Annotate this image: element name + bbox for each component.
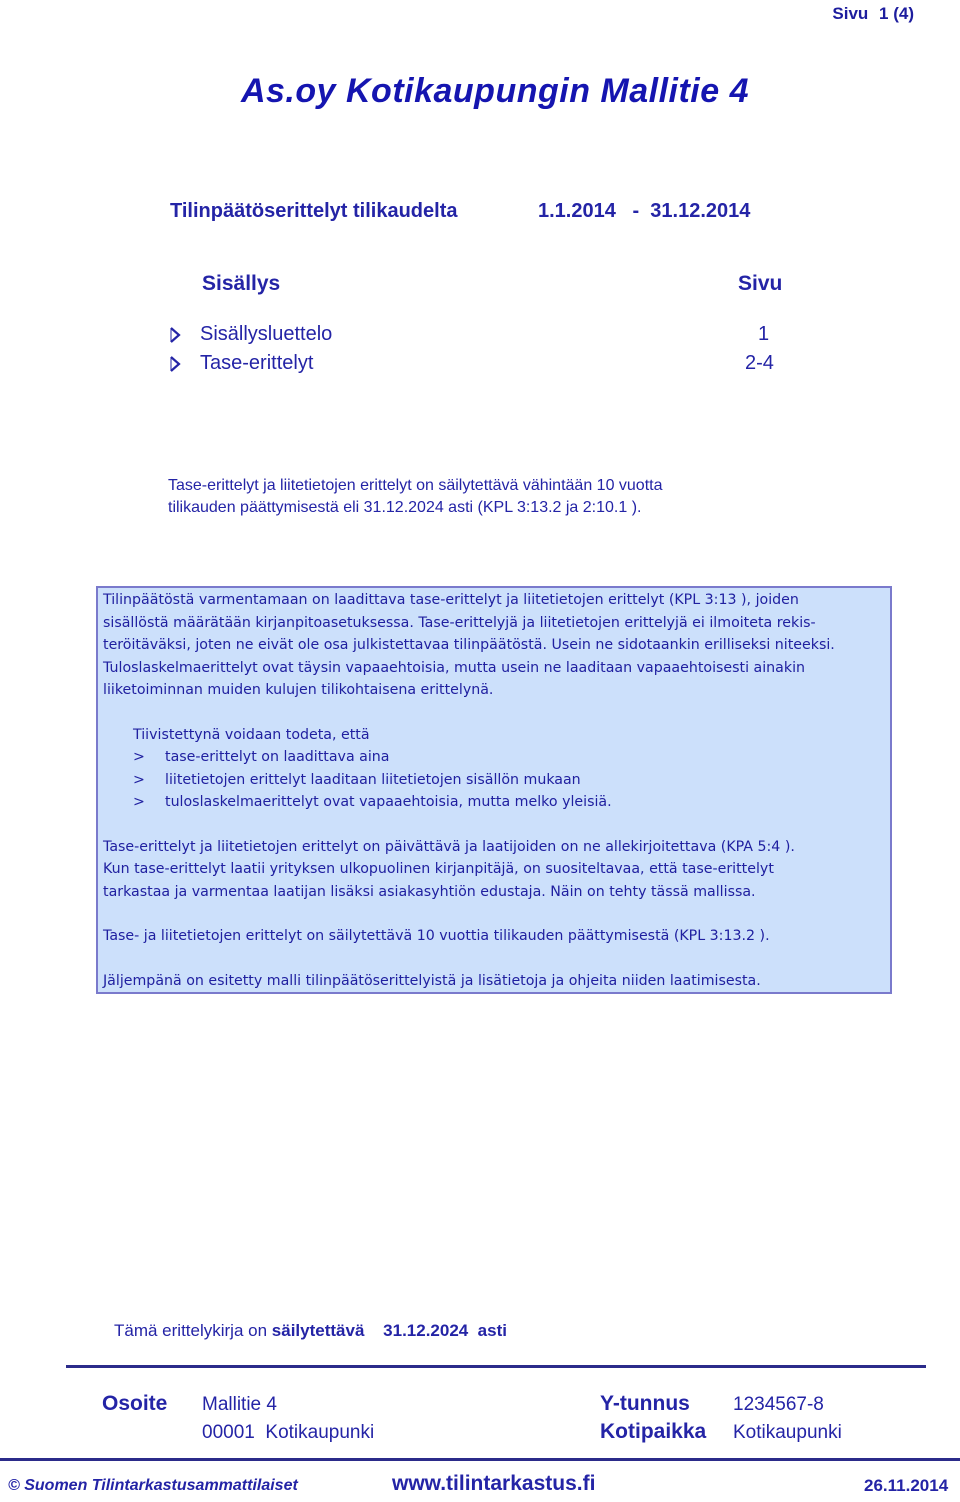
toc-item-sisallysluettelo[interactable] xyxy=(168,323,788,349)
page-label: Sivu xyxy=(832,4,869,23)
retention-emphasis: säilytettävä xyxy=(271,1321,365,1340)
address-line: 00001 Kotikaupunki xyxy=(202,1422,375,1443)
info-line: Tase- ja liitetietojen erittelyt on säilytettävä 10 vuottia tilikauden päättymisestä (KPL 3:13.2 ). xyxy=(103,928,770,944)
bottom-bar xyxy=(0,1464,960,1502)
website-link[interactable]: www.tilintarkastus.fi xyxy=(392,1472,596,1495)
info-line: Jäljempänä on esitetty malli tilinpäätöserittelyistä ja lisätietoja ja ohjeita niiden laatimisesta. xyxy=(103,972,761,989)
bullet-marker: > xyxy=(133,749,145,765)
address-label: Osoite xyxy=(102,1392,168,1415)
info-line: sisällöstä määrätään kirjanpitoasetuksessa. Tase-erittelyjä ja liitetietojen erittelyjä ei ilmoiteta rekis- xyxy=(103,614,816,631)
info-box xyxy=(96,586,892,994)
kotipaikka-label: Kotipaikka xyxy=(600,1420,707,1443)
triangle-right-icon xyxy=(168,325,182,345)
bullet-text: tuloslaskelmaerittelyt ovat vapaaehtoisia, mutta melko yleisiä. xyxy=(165,794,612,810)
footer-divider xyxy=(66,1365,926,1368)
subtitle-text: Tilinpäätöserittelyt tilikaudelta xyxy=(170,200,458,222)
info-line: Tilinpäätöstä varmentamaan on laadittava tase-erittelyt ja liitetietojen erittelyt (KPL 3:13 ), joiden xyxy=(103,592,799,608)
toc-heading: Sisällys xyxy=(202,272,281,295)
toc-item-label: Tase-erittelyt xyxy=(200,352,314,374)
info-line: liiketoiminnan muiden kulujen tilikohtaisena erittelynä. xyxy=(103,682,494,698)
toc-item-page: 2-4 xyxy=(745,352,774,374)
bottom-divider xyxy=(0,1458,960,1461)
retention-note xyxy=(168,475,808,519)
document-subtitle xyxy=(170,200,751,223)
summary-line: Tiivistettynä voidaan todeta, että xyxy=(133,726,370,743)
note-line: Tase-erittelyt ja liitetietojen erittelyt on säilytettävä vähintään 10 vuotta xyxy=(168,477,663,494)
info-line: Tase-erittelyt ja liitetietojen erittelyt on päivättävä ja laatijoiden on ne allekirjoitettava (KPA 5:4 ). xyxy=(103,838,795,855)
company-title: As.oy Kotikaupungin Mallitie 4 xyxy=(240,72,750,110)
bullet-item xyxy=(103,791,890,814)
toc-item-page: 1 xyxy=(758,323,770,345)
footer-date: 26.11.2014 xyxy=(864,1476,949,1495)
retention-prefix: Tämä erittelykirja on xyxy=(114,1321,268,1340)
info-line: Kun tase-erittelyt laatii yrityksen ulkopuolinen kirjanpitäjä, on suositeltavaa, että tase-erittelyt xyxy=(103,861,774,877)
ytunnus-value: 1234567-8 xyxy=(733,1394,824,1415)
kotipaikka-value: Kotikaupunki xyxy=(733,1422,842,1443)
bullet-text: liitetietojen erittelyt laaditaan liitetietojen sisällön mukaan xyxy=(165,771,581,788)
info-line: Tuloslaskelmaerittelyt ovat täysin vapaaehtoisia, mutta usein ne laaditaan vapaaehtoisesti ainakin xyxy=(103,659,806,676)
retention-statement xyxy=(114,1321,507,1341)
info-line: teröitäväksi, joten ne eivät ole osa julkistettavaa tilinpäätöstä. Usein ne sidotaankin erilliseksi niteeksi. xyxy=(103,637,835,653)
bullet-marker: > xyxy=(133,771,145,788)
fiscal-period: 1.1.2014 - 31.12.2014 xyxy=(538,200,751,222)
bullet-item xyxy=(103,746,890,769)
info-line: tarkastaa ja varmentaa laatijan lisäksi asiakasyhtiön edustaja. Näin on tehty tässä mallissa. xyxy=(103,883,756,900)
bullet-marker: > xyxy=(133,794,145,810)
toc-item-tase-erittelyt[interactable] xyxy=(168,352,788,378)
retention-date: 31.12.2024 asti xyxy=(383,1321,507,1340)
address-line: Mallitie 4 xyxy=(202,1394,277,1415)
copyright-text: © Suomen Tilintarkastusammattilaiset xyxy=(8,1477,298,1494)
ytunnus-label: Y-tunnus xyxy=(600,1392,690,1415)
toc-item-label: Sisällysluettelo xyxy=(200,323,333,345)
bullet-item xyxy=(103,769,890,792)
toc-page-heading: Sivu xyxy=(738,272,783,295)
page-number xyxy=(826,4,914,24)
note-line: tilikauden päättymisestä eli 31.12.2024 asti (KPL 3:13.2 ja 2:10.1 ). xyxy=(168,499,642,516)
triangle-right-icon xyxy=(168,354,182,374)
page-value: 1 (4) xyxy=(879,4,914,23)
bullet-text: tase-erittelyt on laadittava aina xyxy=(165,749,390,765)
